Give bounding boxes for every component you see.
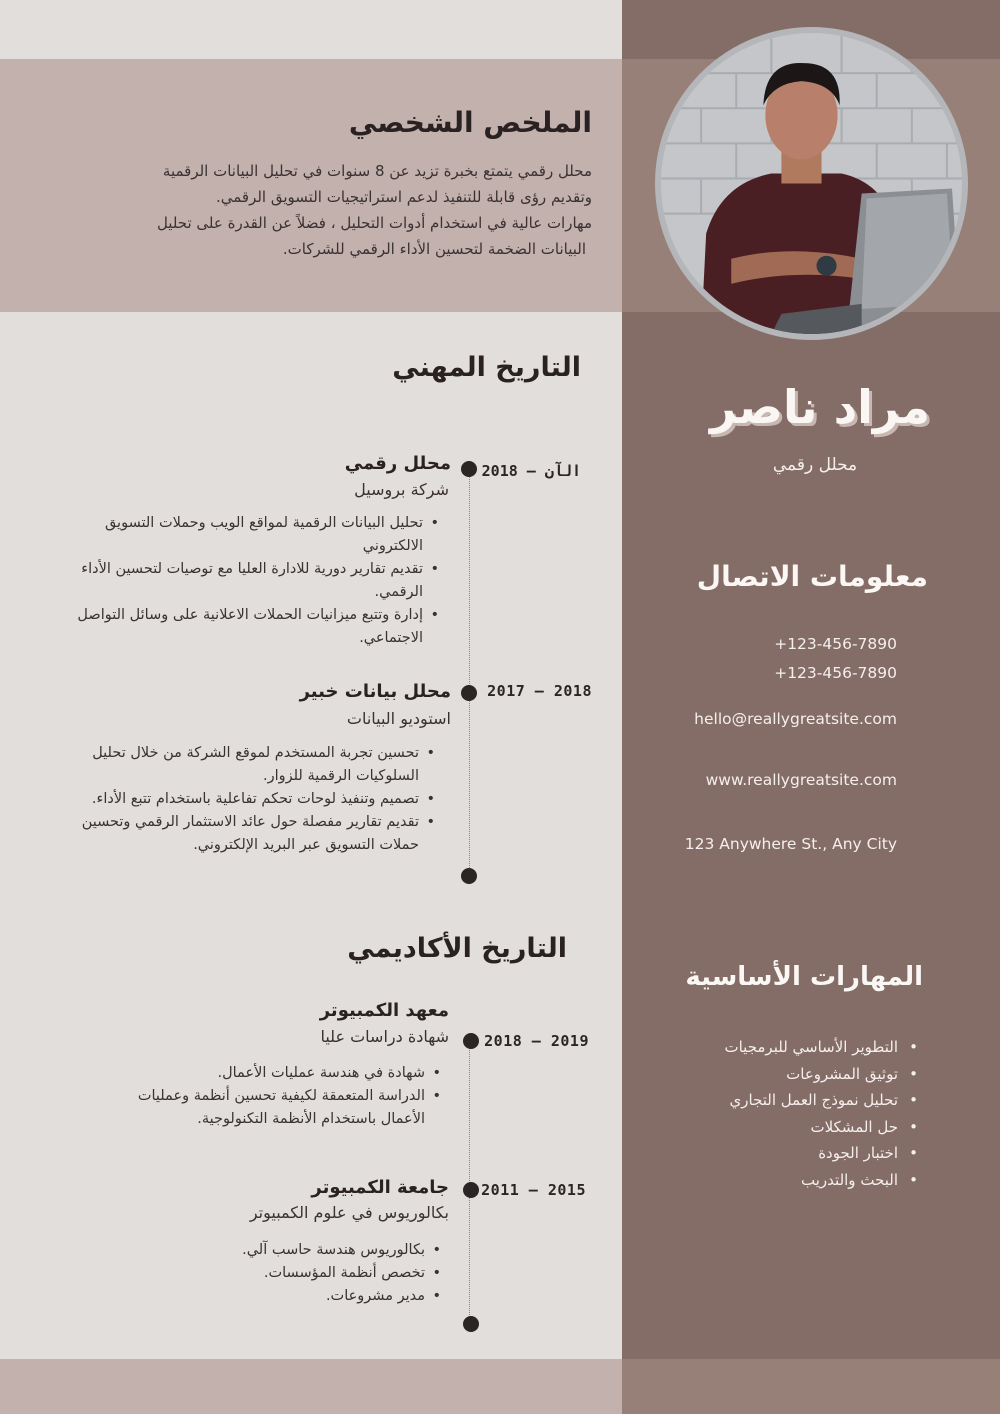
summary-line: محلل رقمي يتمتع بخبرة تزيد عن 8 سنوات في تحليل البيانات الرقمية	[162, 162, 592, 180]
entry-title: معهد الكمبيوتر	[319, 1000, 449, 1021]
experience-title: التاريخ المهني	[392, 352, 581, 383]
entry-bullets	[56, 512, 441, 650]
summary-line: مهارات عالية في استخدام أدوات التحليل ، فضلاً عن القدرة على تحليل	[156, 214, 592, 232]
job-title: محلل رقمي	[772, 455, 858, 475]
bottom-left-band	[0, 1359, 622, 1414]
timeline-dot	[461, 461, 477, 477]
bullet-item: • بكالوريوس هندسة حاسب آلي.	[183, 1239, 443, 1262]
bullet-item: • تقديم تقارير مفصلة حول عائد الاستثمار الرقمي وتحسين حملات التسويق عبر البريد الإلكتروني.	[42, 811, 437, 857]
profile-photo	[655, 27, 968, 340]
entry-title: محلل بيانات خبير	[299, 681, 451, 702]
skill-item: • البحث والتدريب	[724, 1167, 918, 1194]
entry-date: 2015 – 2011	[481, 1181, 586, 1199]
bullet-item: • تحليل البيانات الرقمية لمواقع الويب وحملات التسويق الالكتروني	[56, 512, 441, 558]
skill-item: • التطوير الأساسي للبرمجيات	[724, 1034, 918, 1061]
phone-2[interactable]: +123-456-7890	[774, 664, 897, 682]
address: 123 Anywhere St., Any City	[684, 835, 897, 853]
entry-degree: بكالوريوس في علوم الكمبيوتر	[249, 1203, 449, 1222]
skill-item: • حل المشكلات	[724, 1114, 918, 1141]
summary-line: وتقديم رؤى قابلة للتنفيذ لدعم استراتيجيات التسويق الرقمي.	[215, 188, 592, 206]
contact-title: معلومات الاتصال	[696, 560, 928, 593]
website-link[interactable]: www.reallygreatsite.com	[705, 771, 897, 789]
entry-date: الآن – 2018	[481, 462, 581, 480]
candidate-name: مراد ناصر	[709, 380, 931, 434]
skill-item: • تحليل نموذج العمل التجاري	[724, 1087, 918, 1114]
email-link[interactable]: hello@reallygreatsite.com	[694, 710, 897, 728]
timeline-dot	[463, 1182, 479, 1198]
bullet-item: • شهادة في هندسة عمليات الأعمال.	[113, 1062, 443, 1085]
bullet-item: • إدارة وتتبع ميزانيات الحملات الاعلانية على وسائل التواصل الاجتماعي.	[56, 604, 441, 650]
bullet-item: • تصميم وتنفيذ لوحات تحكم تفاعلية باستخدام تتبع الأداء.	[42, 788, 437, 811]
person-photo-icon	[661, 33, 962, 334]
bullet-item: • تقديم تقارير دورية للادارة العليا مع توصيات لتحسين الأداء الرقمي.	[56, 558, 441, 604]
entry-title: جامعة الكمبيوتر	[311, 1177, 449, 1198]
entry-degree: شهادة دراسات عليا	[320, 1027, 449, 1046]
entry-date: 2018 – 2017	[487, 682, 592, 700]
skills-list	[724, 1034, 918, 1193]
entry-title: محلل رقمي	[344, 453, 451, 474]
skill-item: • توثيق المشروعات	[724, 1061, 918, 1088]
summary-line: البيانات الضخمة لتحسين الأداء الرقمي للشركات.	[282, 240, 586, 258]
timeline-end-dot	[463, 1316, 479, 1332]
phone-1[interactable]: +123-456-7890	[774, 635, 897, 653]
experience-timeline-line	[469, 470, 470, 878]
bullet-item: • تحسين تجربة المستخدم لموقع الشركة من خلال تحليل السلوكيات الرقمية للزوار.	[42, 742, 437, 788]
skills-title: المهارات الأساسية	[685, 962, 923, 992]
top-left-band	[0, 0, 622, 59]
bottom-right-band	[622, 1359, 1000, 1414]
entry-bullets	[113, 1062, 443, 1131]
bullet-item: • تخصص أنظمة المؤسسات.	[183, 1262, 443, 1285]
summary-text	[92, 158, 592, 262]
skill-item: • اختبار الجودة	[724, 1140, 918, 1167]
entry-date: 2019 – 2018	[484, 1032, 589, 1050]
education-title: التاريخ الأكاديمي	[347, 933, 567, 964]
bullet-item: • مدير مشروعات.	[183, 1285, 443, 1308]
timeline-dot	[463, 1033, 479, 1049]
entry-company: شركة بروسيل	[354, 480, 449, 499]
entry-company: استوديو البيانات	[346, 709, 451, 728]
bullet-item: • الدراسة المتعمقة لكيفية تحسين أنظمة وعمليات الأعمال باستخدام الأنظمة التكنولوجية.	[113, 1085, 443, 1131]
timeline-dot	[461, 685, 477, 701]
entry-bullets	[42, 742, 437, 857]
timeline-end-dot	[461, 868, 477, 884]
entry-bullets	[183, 1239, 443, 1308]
summary-title: الملخص الشخصي	[348, 106, 592, 139]
